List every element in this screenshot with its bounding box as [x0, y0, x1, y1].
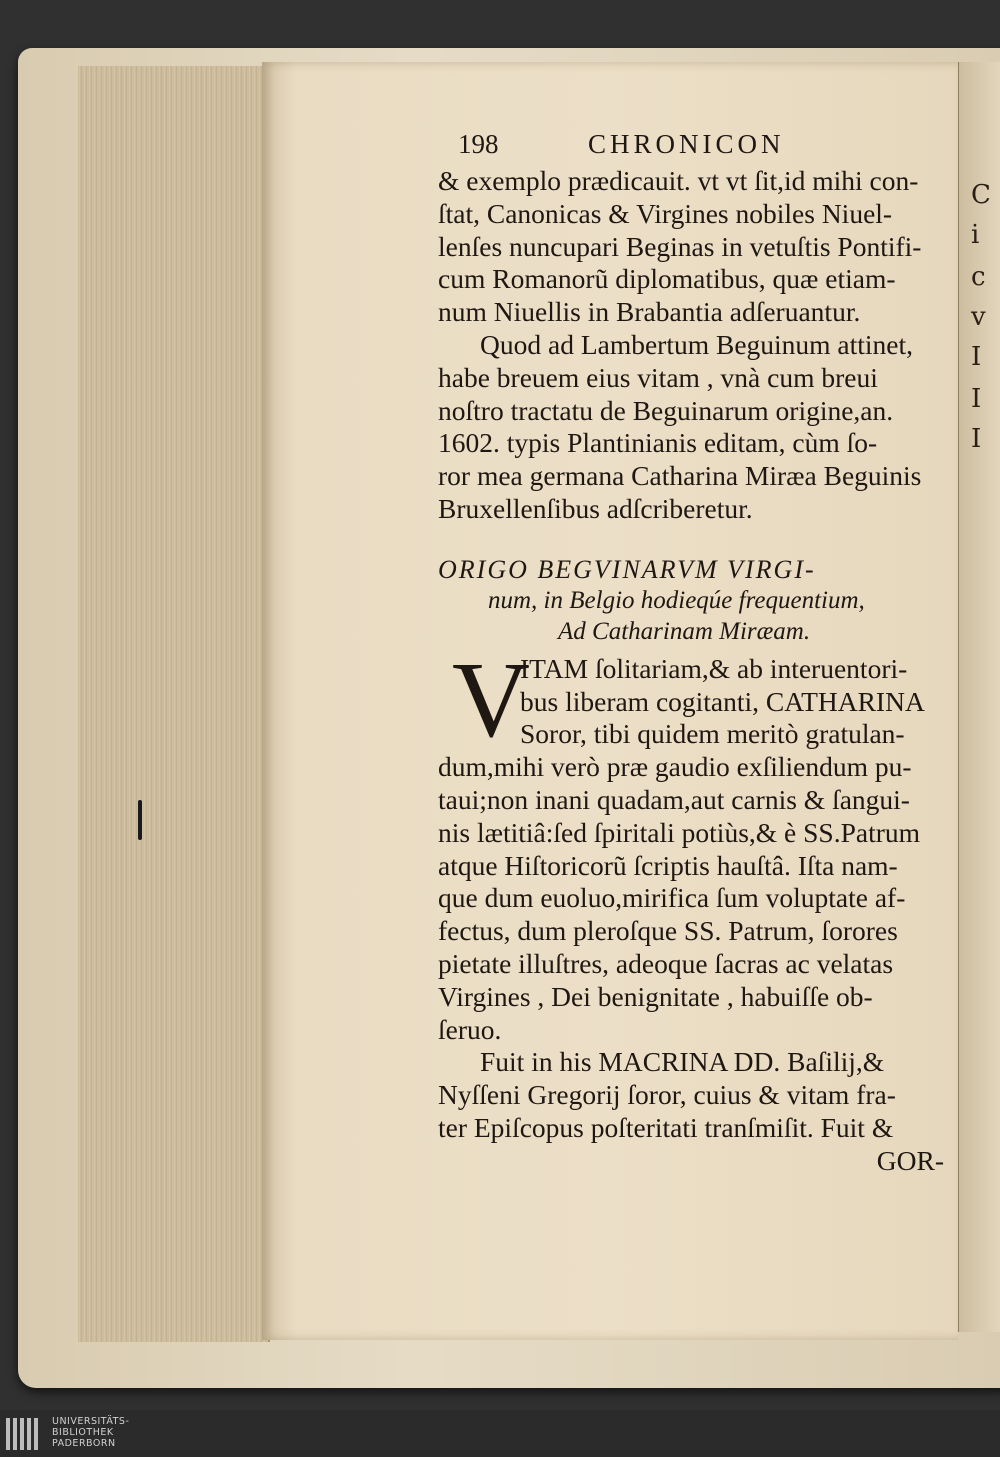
text-line: Quod ad Lambertum Beguinum attinet, [480, 328, 914, 360]
catchword: GOR- [876, 1144, 944, 1176]
facing-char: I [971, 424, 982, 454]
logo-line: BIBLIOTHEK [52, 1427, 114, 1438]
facing-char: C [971, 180, 991, 210]
library-footer [0, 1410, 1000, 1457]
logo-line: UNIVERSITÄTS- [52, 1416, 130, 1427]
text-line: ſeruo. [438, 1013, 502, 1045]
text-line: noſtro tractatu de Beguinarum origine,an. [438, 394, 894, 426]
text-line: habe breuem eius vitam , vnà cum breui [438, 361, 878, 393]
text-line: Soror, tibi quidem meritò gratulan- [520, 718, 905, 750]
drop-cap: V [452, 640, 530, 760]
facing-char: I [971, 342, 982, 372]
text-line: lenſes nuncupari Beginas in vetuſtis Pontifi- [438, 230, 922, 262]
text-line: & exemplo prædicauit. vt vt ſit,id mihi con- [438, 165, 919, 196]
running-title: CHRONICON [588, 129, 785, 159]
text-line: cum Romanorũ diplomatibus, quæ etiam- [438, 263, 896, 295]
text-line: dum,mihi verò præ gaudio exſiliendum pu- [438, 751, 912, 783]
text-line: ſtat, Canonicas & Virgines nobiles Niuel- [438, 197, 893, 229]
facing-char: i [971, 220, 980, 250]
facing-char: c [971, 262, 986, 292]
page-number: 198 [458, 129, 499, 159]
text-line: ror mea germana Catharina Miræa Beguinis [438, 460, 922, 492]
text-line: bus liberam cogitanti, CATHARINA [520, 685, 925, 717]
text-line: que dum euoluo,mirifica ſum voluptate af- [438, 882, 906, 914]
library-logo-icon [6, 1418, 41, 1454]
text-line: Fuit in his MACRINA DD. Baſilij,& [480, 1046, 885, 1078]
text-line: atque Hiſtoricorũ ſcriptis hauſtâ. Iſta nam- [438, 849, 898, 881]
text-line: nis lætitiâ:ſed ſpiritali potiùs,& è SS.Patrum [438, 816, 921, 848]
page-edges [78, 66, 270, 1342]
paragraph-4 [438, 1046, 958, 1144]
facing-char: I [971, 384, 982, 414]
text-line: ITAM ſolitariam,& ab interuentori- [520, 652, 908, 684]
facing-page-edge [958, 62, 1000, 1332]
paragraph-3 [438, 640, 958, 1047]
paragraph-2 [438, 329, 958, 526]
heading-line: ORIGO BEGVINARVM VIRGI- [438, 554, 816, 584]
text-line: num Niuellis in Brabantia adſeruantur. [438, 296, 861, 328]
text-line: 1602. typis Plantinianis editam, cùm ſo- [438, 427, 878, 459]
margin-mark [138, 800, 142, 840]
running-header [438, 125, 958, 165]
text-line: fectus, dum pleroſque SS. Patrum, ſorores [438, 915, 898, 947]
heading-line: num, in Belgio hodieqúe frequentium, [488, 586, 865, 614]
text-line: Nyſſeni Gregorij ſoror, cuius & vitam fra- [438, 1079, 896, 1111]
text-line: taui;non inani quadam,aut carnis & ſangui- [438, 783, 910, 815]
logo-line: PADERBORN [52, 1438, 116, 1449]
text-line: Bruxellenſibus adſcriberetur. [438, 492, 753, 524]
text-line: Virgines , Dei benignitate , habuiſſe ob- [438, 980, 873, 1012]
heading-line: Ad Catharinam Miræam. [558, 617, 811, 645]
page-text [438, 125, 958, 1178]
library-logo-text [52, 1416, 129, 1449]
facing-char: v [971, 302, 986, 332]
text-line: pietate illuſtres, adeoque ſacras ac velatas [438, 947, 894, 979]
paragraph-1 [438, 165, 958, 329]
section-heading [438, 554, 958, 647]
text-line: ter Epiſcopus poſteritati tranſmiſit. Fuit & [438, 1111, 894, 1143]
